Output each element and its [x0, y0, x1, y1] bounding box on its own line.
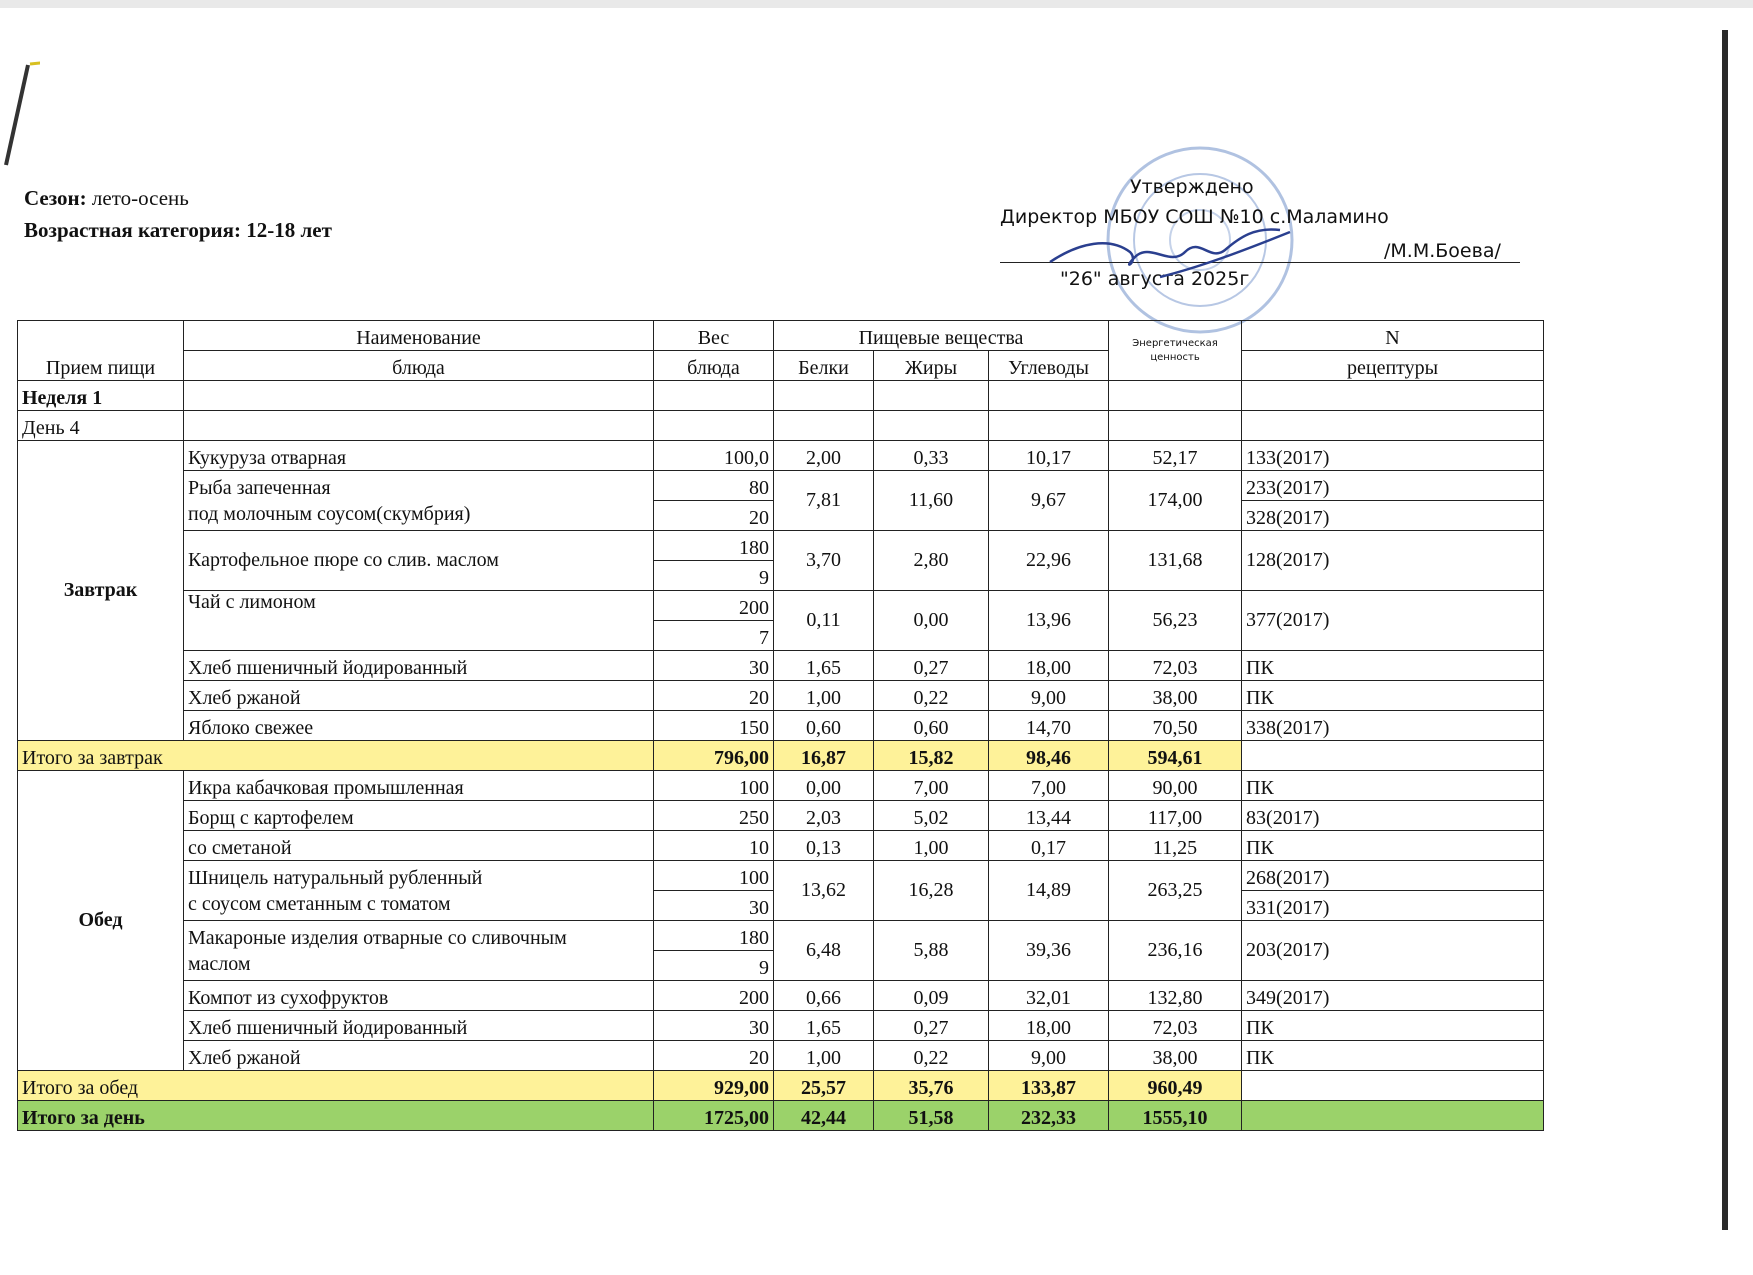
scan-top-shadow — [0, 0, 1753, 8]
header-fat: Жиры — [874, 351, 989, 381]
header-energy: Энергетическая ценность — [1109, 321, 1242, 381]
approved-label: Утверждено — [1130, 176, 1254, 198]
header-recipe: N — [1242, 321, 1544, 351]
header-row-2 — [18, 351, 1544, 381]
header-nutrients: Пищевые вещества — [774, 321, 1109, 351]
day-label: День 4 — [18, 411, 184, 441]
header-weight-2: блюда — [654, 351, 774, 381]
table-row: Рыба запеченная под молочным соусом(скумбрия) 80 7,81 11,60 9,67 174,00 233(2017) — [18, 471, 1544, 501]
header-weight: Вес — [654, 321, 774, 351]
season-line: Сезон: лето-осень — [24, 186, 189, 210]
menu-meta — [24, 182, 332, 246]
table-row: Хлеб пшеничный йодированный 30 1,65 0,27 18,00 72,03 ПК — [18, 651, 1544, 681]
table-row: Макароные изделия отварные со сливочным маслом 180 6,48 5,88 39,36 236,16 203(2017) — [18, 921, 1544, 951]
table-row: Яблоко свежее 150 0,60 0,60 14,70 70,50 338(2017) — [18, 711, 1544, 741]
menu-table — [17, 320, 1544, 1131]
header-recipe-2: рецептуры — [1242, 351, 1544, 381]
table-row: 30 331(2017) — [18, 891, 1544, 921]
scan-mark — [0, 60, 40, 170]
table-row: 20 328(2017) — [18, 501, 1544, 531]
table-row: Чай с лимоном 200 0,11 0,00 13,96 56,23 377(2017) — [18, 591, 1544, 621]
table-row: со сметаной 10 0,13 1,00 0,17 11,25 ПК — [18, 831, 1544, 861]
header-meal: Прием пищи — [18, 321, 184, 381]
header-carbs: Углеводы — [989, 351, 1109, 381]
table-row: 9 — [18, 561, 1544, 591]
table-row: Борщ с картофелем 250 2,03 5,02 13,44 117,00 83(2017) — [18, 801, 1544, 831]
breakfast-total-label: Итого за завтрак — [18, 741, 654, 771]
lunch-total-label: Итого за обед — [18, 1071, 654, 1101]
header-name: Наименование — [184, 321, 654, 351]
table-row: Картофельное пюре со слив. маслом 180 3,70 2,80 22,96 131,68 128(2017) — [18, 531, 1544, 561]
table-row: Компот из сухофруктов 200 0,66 0,09 32,01 132,80 349(2017) — [18, 981, 1544, 1011]
lunch-label: Обед — [18, 771, 184, 1071]
director-signature — [1040, 222, 1300, 292]
table-row: 7 — [18, 621, 1544, 651]
day-row — [18, 411, 1544, 441]
header-name-2: блюда — [184, 351, 654, 381]
table-row: Обед Икра кабачковая промышленная 100 0,00 7,00 7,00 90,00 ПК — [18, 771, 1544, 801]
week-label: Неделя 1 — [18, 381, 184, 411]
week-row — [18, 381, 1544, 411]
lunch-total-row: Итого за обед 929,00 25,57 35,76 133,87 960,49 — [18, 1071, 1544, 1101]
director-name: /М.М.Боева/ — [1384, 240, 1501, 262]
age-category: Возрастная категория: 12-18 лет — [24, 218, 332, 242]
table-row: Завтрак Кукуруза отварная 100,0 2,00 0,33 10,17 52,17 133(2017) — [18, 441, 1544, 471]
approval-date: "26" августа 2025г — [1060, 268, 1250, 290]
header-row-1 — [18, 321, 1544, 351]
breakfast-label: Завтрак — [18, 441, 184, 741]
table-row: 9 — [18, 951, 1544, 981]
day-total-label: Итого за день — [18, 1101, 654, 1131]
table-row: Хлеб ржаной 20 1,00 0,22 9,00 38,00 ПК — [18, 681, 1544, 711]
scan-edge-line — [1722, 30, 1728, 1230]
breakfast-total-row: Итого за завтрак 796,00 16,87 15,82 98,46 594,61 — [18, 741, 1544, 771]
table-row: Хлеб ржаной 20 1,00 0,22 9,00 38,00 ПК — [18, 1041, 1544, 1071]
table-row: Хлеб пшеничный йодированный 30 1,65 0,27 18,00 72,03 ПК — [18, 1011, 1544, 1041]
day-total-row: Итого за день 1725,00 42,44 51,58 232,33 1555,10 — [18, 1101, 1544, 1131]
header-protein: Белки — [774, 351, 874, 381]
table-row: Шницель натуральный рубленный с соусом сметанным с томатом 100 13,62 16,28 14,89 263,25 268(2017) — [18, 861, 1544, 891]
director-title: Директор МБОУ СОШ №10 с.Маламино — [1000, 206, 1389, 228]
